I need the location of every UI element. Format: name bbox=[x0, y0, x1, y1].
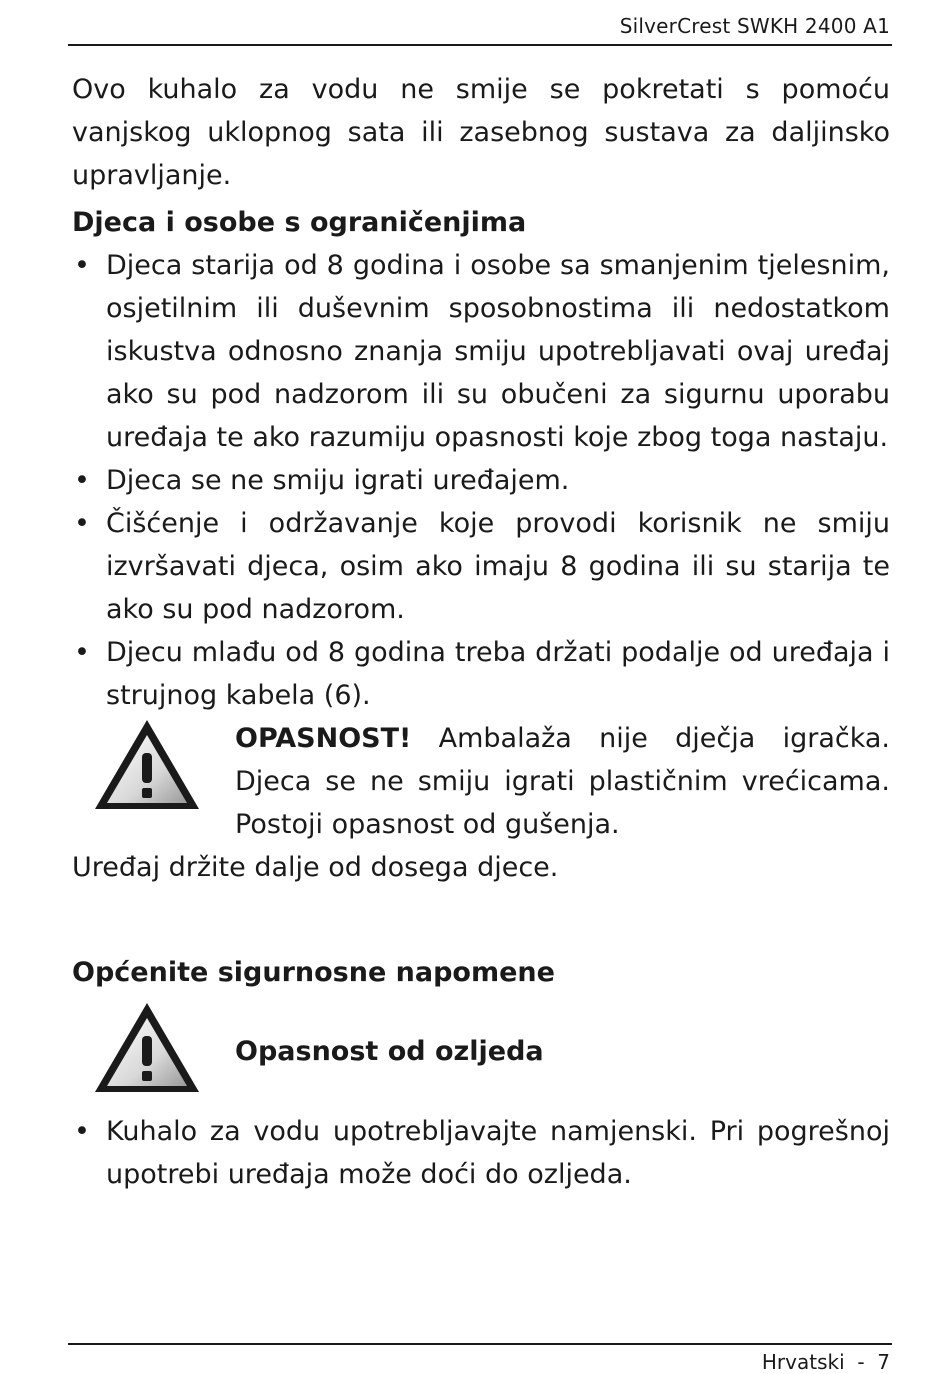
section-spacer bbox=[72, 889, 890, 947]
danger-warning-body: Ambalaža nije dječja igračka. Djeca se ne smiju igrati plastičnim vrećicama. Postoji opasnost od gušenja. bbox=[235, 723, 890, 840]
children-bullet-list bbox=[72, 244, 890, 717]
list-item bbox=[72, 244, 890, 459]
page-content bbox=[72, 68, 890, 1196]
general-bullet-list bbox=[72, 1110, 890, 1196]
danger-warning-text bbox=[235, 717, 890, 846]
list-item-text: Djeca se ne smiju igrati uređajem. bbox=[106, 465, 570, 496]
danger-warning-block bbox=[72, 717, 890, 846]
warning-triangle-icon bbox=[92, 1000, 202, 1096]
list-item-text: Čišćenje i održavanje koje provodi korisnik ne smiju izvršavati djeca, osim ako imaju 8 godina ili su starija te ako su pod nadzorom. bbox=[106, 508, 890, 625]
list-item-text: Kuhalo za vodu upotrebljavajte namjenski. Pri pogrešnoj upotrebi uređaja može doći do ozljeda. bbox=[106, 1116, 890, 1190]
page-header-title: SilverCrest SWKH 2400 A1 bbox=[619, 14, 890, 38]
header-divider bbox=[68, 44, 892, 46]
footer-divider bbox=[68, 1343, 892, 1345]
bullet-icon: • bbox=[74, 508, 90, 539]
injury-warning-block bbox=[72, 1000, 890, 1110]
list-item bbox=[72, 502, 890, 631]
warning-triangle-icon bbox=[92, 717, 202, 813]
section-heading-general: Općenite sigurnosne napomene bbox=[72, 957, 555, 988]
list-item bbox=[72, 459, 890, 502]
intro-paragraph: Ovo kuhalo za vodu ne smije se pokretati s pomoću vanjskog uklopnog sata ili zasebnog sustava za daljinsko upravljanje. bbox=[72, 74, 890, 191]
bullet-icon: • bbox=[74, 637, 90, 668]
danger-warning-title: OPASNOST! bbox=[235, 723, 412, 754]
list-item bbox=[72, 1110, 890, 1196]
section-heading-children: Djeca i osobe s ograničenjima bbox=[72, 207, 527, 238]
list-item-text: Djeca starija od 8 godina i osobe sa smanjenim tjelesnim, osjetilnim ili duševnim sposobnostima ili nedostatkom iskustva odnosno znanja smiju upotrebljavati ovaj uređaj ako su pod nadzorom ili su obučeni za sigurnu uporabu uređaja te ako razumiju opasnosti koje zbog toga nastaju. bbox=[106, 250, 890, 453]
bullet-icon: • bbox=[74, 1116, 90, 1147]
bullet-icon: • bbox=[74, 465, 90, 496]
injury-warning-title: Opasnost od ozljeda bbox=[235, 1036, 544, 1067]
list-item bbox=[72, 631, 890, 717]
page-footer: Hrvatski - 7 bbox=[761, 1350, 890, 1374]
closing-paragraph: Uređaj držite dalje od dosega djece. bbox=[72, 852, 559, 883]
bullet-icon: • bbox=[74, 250, 90, 281]
list-item-text: Djecu mlađu od 8 godina treba držati podalje od uređaja i strujnog kabela (6). bbox=[106, 637, 890, 711]
